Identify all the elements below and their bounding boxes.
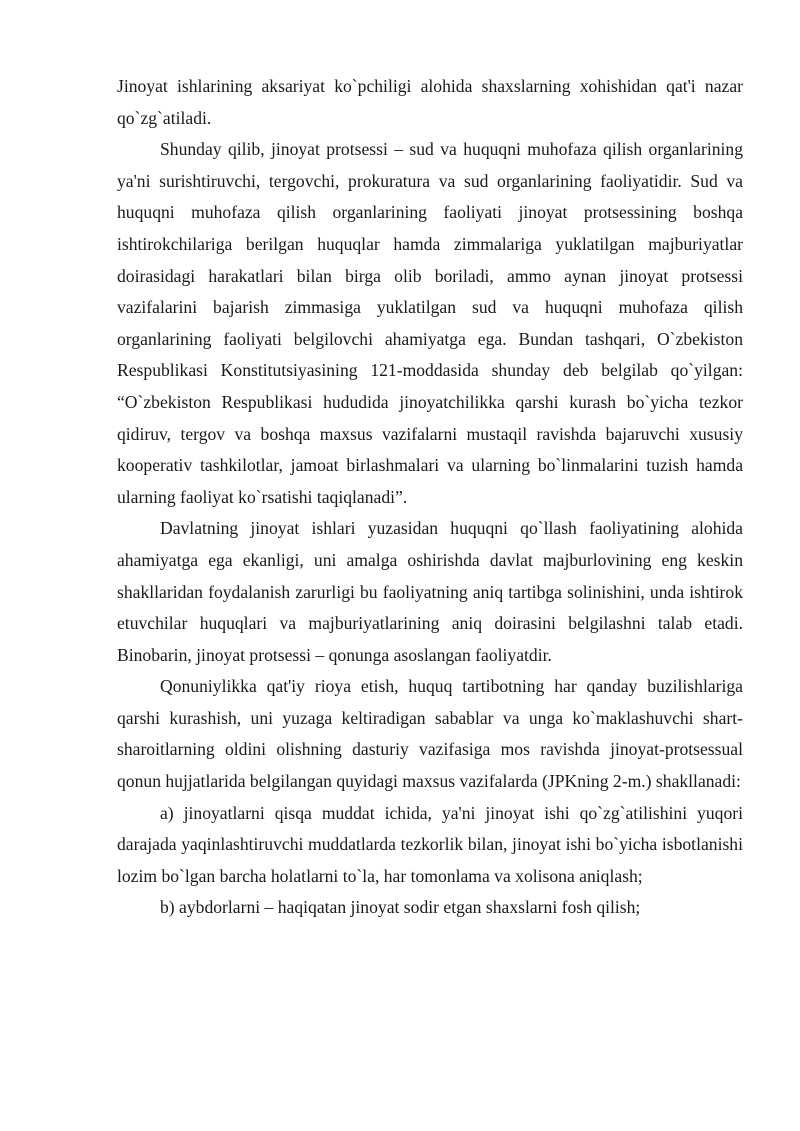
paragraph-law-based-activity: Davlatning jinoyat ishlari yuzasidan huquqni qo`llash faoliyatining alohida ahamiyatga ega ekanligi, uni amalga oshirishda davlat majburlovining eng keskin shakllaridan foydalanish zarurligi bu faoliyatning aniq tartibga solinishini, unda ishtirok etuvchilar huquqlari va majburiyatlarining aniq doirasini belgilashni talab etadi. Binobarin, jinoyat protsessi – qonunga asoslangan faoliyatdir. (117, 518, 743, 665)
paragraph-criminal-process-definition: Shunday qilib, jinoyat protsessi – sud va huquqni muhofaza qilish organlarining ya'ni surishtiruvchi, tergovchi, prokuratura va sud organlarining faoliyatidir. Sud va huquqni muhofaza qilish organlarining faoliyati jinoyat protsessining boshqa ishtirokchilariga berilgan huquqlar hamda zimmalariga yuklatilgan majburiyatlar doirasidagi harakatlari bilan birga olib boriladi, ammo aynan jinoyat protsessi vazifalarini bajarish zimmasiga yuklatilgan sud va huquqni muhofaza qilish organlarining faoliyati belgilovchi ahamiyatga ega. Bundan tashqari, O`zbekiston Respublikasi Konstitutsiyasining 121-moddasida shunday deb belgilab qo`yilgan: “O`zbekiston Respublikasi hududida jinoyatchilikka qarshi kurash bo`yicha tezkor qidiruv, tergov va boshqa maxsus vazifalarni mustaqil ravishda bajaruvchi xususiy kooperativ tashkilotlar, jamoat birlashmalari va ularning bo`linmalarini tuzish hamda ularning faoliyat ko`rsatishi taqiqlanadi”. (117, 139, 743, 507)
paragraph-special-tasks: Qonuniylikka qat'iy rioya etish, huquq tartibotning har qanday buzilishlariga qarshi kurashish, uni yuzaga keltiradigan sabablar va unga ko`maklashuvchi shart-sharoitlarning oldini olishning dasturiy vazifasiga mos ravishda jinoyat-protsessual qonun hujjatlarida belgilangan quyidagi maxsus vazifalarda (JPKning 2-m.) shakllanadi: (117, 676, 743, 792)
list-item-a: a) jinoyatlarni qisqa muddat ichida, ya'ni jinoyat ishi qo`zg`atilishini yuqori darajada yaqinlashtiruvchi muddatlarda tezkorlik bilan, jinoyat ishi bo`yicha isbotlanishi lozim bo`lgan barcha holatlarni to`la, har tomonlama va xolisona aniqlash; (117, 802, 743, 886)
paragraph-continuation: Jinoyat ishlarining aksariyat ko`pchiligi alohida shaxslarning xohishidan qat'i nazar qo`zg`atiladi. (117, 76, 743, 128)
list-item-b: b) aybdorlarni – haqiqatan jinoyat sodir etgan shaxslarni fosh qilish; (160, 897, 641, 918)
document-page (117, 71, 743, 924)
